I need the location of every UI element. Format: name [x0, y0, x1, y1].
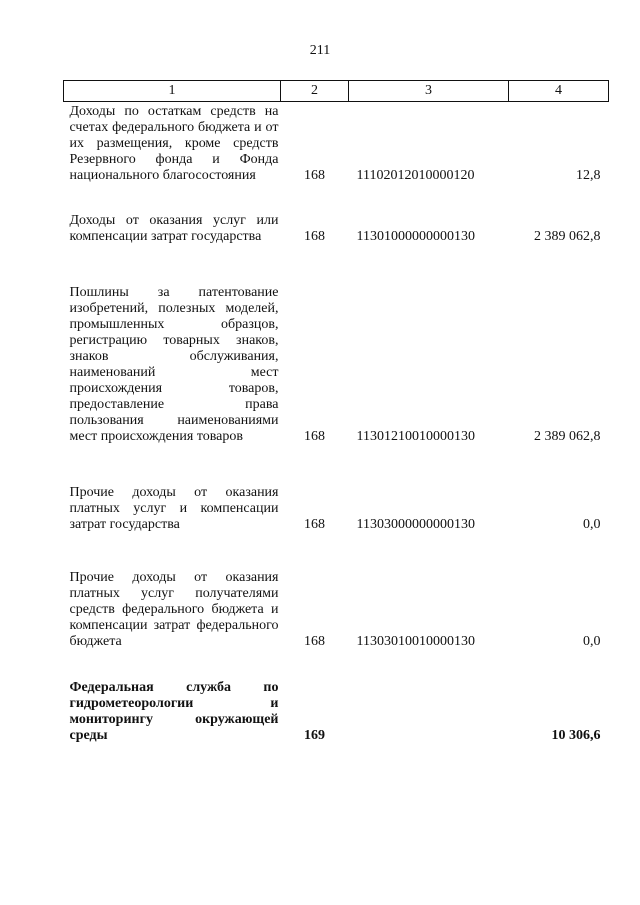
table-row — [64, 102, 609, 185]
row-amount: 12,8 — [576, 168, 601, 183]
row-chapter: 169 — [304, 728, 325, 743]
table-row — [64, 445, 609, 533]
column-header-chapter: 2 — [281, 81, 349, 102]
row-code: 11301210010000130 — [356, 429, 475, 444]
table-row — [64, 533, 609, 650]
budget-table — [63, 80, 609, 744]
table-row — [64, 245, 609, 445]
row-amount: 10 306,6 — [551, 728, 601, 743]
row-code: 11301000000000130 — [356, 229, 475, 244]
row-code: 11303010010000130 — [356, 634, 475, 649]
row-code: 11303000000000130 — [356, 517, 475, 532]
row-chapter: 168 — [304, 168, 325, 183]
table-row — [64, 184, 609, 245]
page-number: 211 — [309, 43, 331, 58]
row-name: Доходы от оказания услуг или компенсации затрат государства — [69, 213, 279, 244]
row-name: Пошлины за патентование изобретений, полезных моделей, промышленных образцов, регистрацию товарных знаков, знаков обслуживания, наименований мест происхождения товаров, предоставление права пользования наименованиями мест происхождения товаров — [69, 285, 279, 444]
column-header-name: 1 — [64, 81, 281, 102]
row-amount: 0,0 — [583, 517, 601, 532]
row-chapter: 168 — [304, 517, 325, 532]
row-code — [349, 650, 509, 744]
row-name: Федеральная служба по гидрометеорологии и мониторингу окружающей среды — [69, 680, 279, 743]
row-amount: 2 389 062,8 — [534, 429, 601, 444]
row-amount: 0,0 — [583, 634, 601, 649]
row-name: Прочие доходы от оказания платных услуг получателями средств федерального бюджета и компенсации затрат федерального бюджета — [69, 570, 279, 649]
row-name: Доходы по остаткам средств на счетах федерального бюджета и от их размещения, кроме средств Резервного фонда и Фонда национального благосостояния — [69, 104, 279, 183]
row-chapter: 168 — [304, 229, 325, 244]
column-header-amount: 4 — [509, 81, 609, 102]
row-amount: 2 389 062,8 — [534, 229, 601, 244]
table-row — [64, 650, 609, 744]
row-name: Прочие доходы от оказания платных услуг и компенсации затрат государства — [69, 485, 279, 532]
table-header-row — [64, 81, 609, 102]
column-header-code: 3 — [349, 81, 509, 102]
row-code: 11102012010000120 — [356, 168, 475, 183]
row-chapter: 168 — [304, 429, 325, 444]
row-chapter: 168 — [304, 634, 325, 649]
